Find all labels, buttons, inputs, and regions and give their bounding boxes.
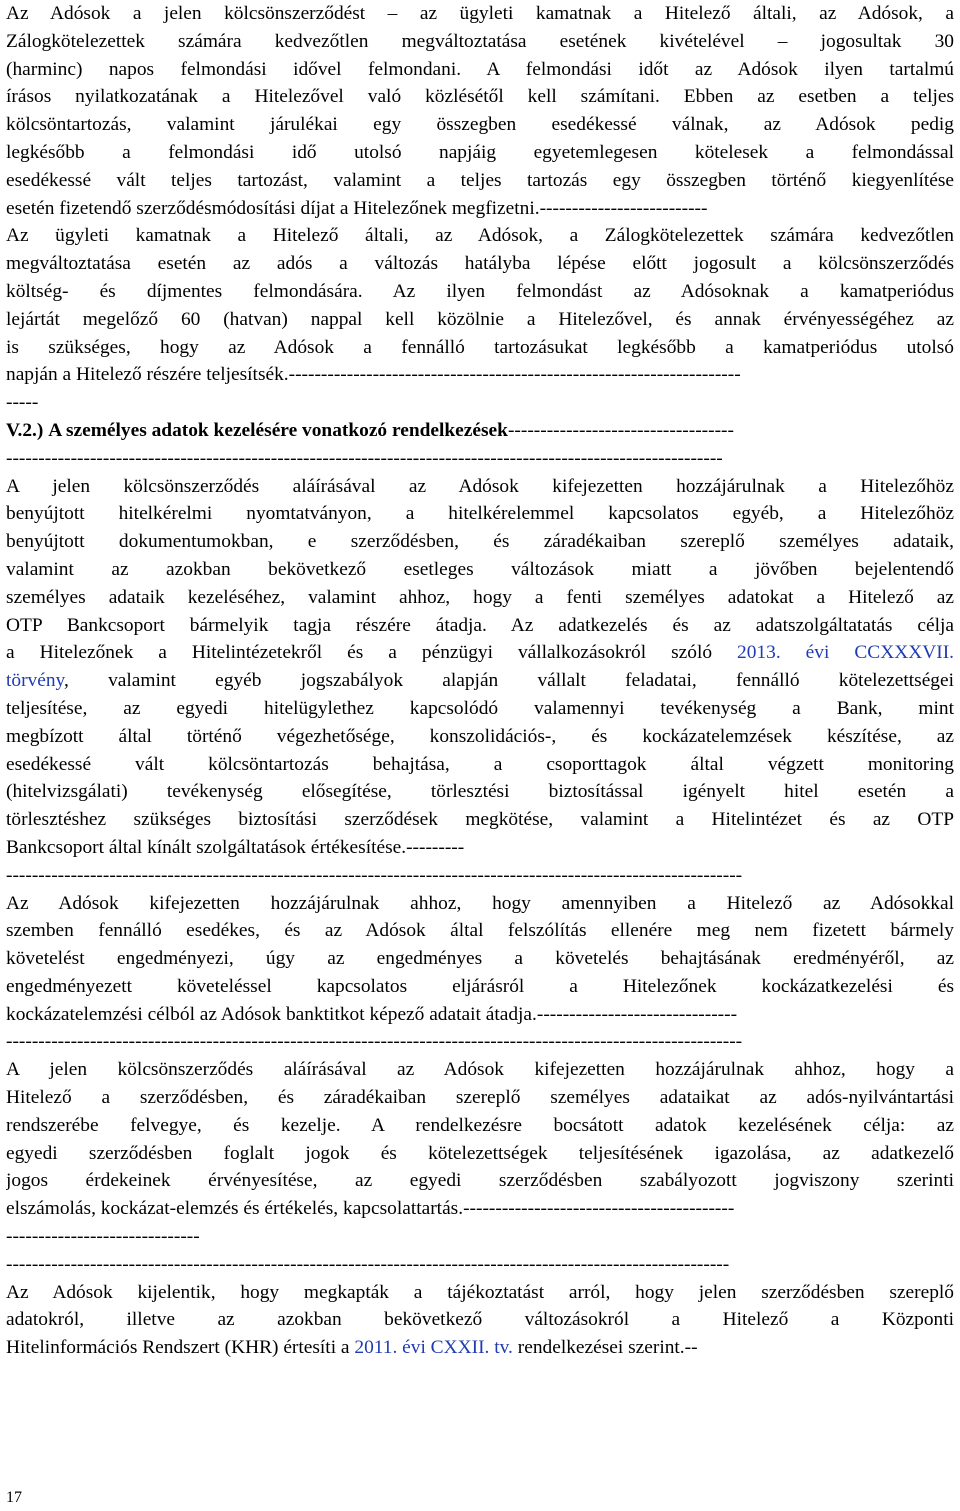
text-line: benyújtott dokumentumokban, e szerződésben, és záradékaiban szereplő személyes adataik, — [6, 531, 954, 553]
text-span: rendelkezései szerint.-- — [512, 1337, 698, 1359]
text-line — [6, 1334, 954, 1362]
text-line: A jelen kölcsönszerződés aláírásával az Adósok kifejezetten hozzájárulnak a Hitelezőhöz — [6, 475, 954, 497]
text-line: esetén fizetendő szerződésmódosítási díjat a Hitelezőnek megfizetni.-------------------------- — [6, 197, 708, 219]
text-line: megbízott által történő végezhetősége, konszolidációs-, és kockázatelemzések készítése, az — [6, 725, 954, 747]
text-line: kockázatelemzési célból az Adósok banktitkot képező adatait átadja.------------------------------- — [6, 1003, 738, 1025]
paragraph-khr — [6, 1279, 954, 1362]
paragraph-consent — [6, 473, 954, 890]
law-link-2013[interactable]: 2013. évi CCXXXVII. — [737, 642, 954, 664]
text-line — [6, 667, 954, 695]
text-line: (hitelvizsgálati) tevékenység elősegítése, törlesztési biztosítással igényelt hitel esetén a — [6, 781, 954, 803]
paragraph-assignment — [6, 890, 954, 1057]
page-number: 17 — [6, 1489, 22, 1506]
text-line — [6, 639, 954, 667]
text-line: elszámolás, kockázat-elemzés és értékelés, kapcsolattartás.------------------------------------------ — [6, 1198, 735, 1220]
text-line: Az Adósok kifejezetten hozzájárulnak ahhoz, hogy amennyiben a Hitelező az Adósokkal — [6, 892, 954, 914]
section-title: A személyes adatok kezelésére vonatkozó rendelkezések — [48, 419, 508, 441]
dash-separator: ------------------------------------------------------------------------------------------------------------------ — [6, 1031, 743, 1053]
text-span: Hitelinformációs Rendszert (KHR) értesíti a — [6, 1337, 355, 1359]
text-line: követelést engedményezi, úgy az engedményes a követelés behajtásának eredményéről, az — [6, 948, 954, 970]
text-line: napján a Hitelező részére teljesítsék.---------------------------------------------------------------------- — [6, 364, 741, 386]
text-line: egyedi szerződésben foglalt jogok és kötelezettségek teljesítésének igazolása, az adatkezelő — [6, 1142, 954, 1164]
text-line: esedékessé vált kölcsöntartozás behajtása, a csoporttagok által végzett monitoring — [6, 753, 954, 775]
text-line: személyes adataik kezeléséhez, valamint ahhoz, hogy a fenti személyes adatokat a Hitelező az — [6, 586, 954, 608]
text-line: rendszerébe felvegye, és kezelje. A rendelkezésre bocsátott adatok kezelésének célja: az — [6, 1114, 954, 1136]
section-heading — [6, 417, 954, 445]
paragraph-register — [6, 1056, 954, 1278]
text-line: Bankcsoport által kínált szolgáltatások értékesítése.--------- — [6, 836, 465, 858]
law-link-2011[interactable]: 2011. évi CXXII. tv. — [354, 1337, 513, 1359]
text-line: engedményezett követeléssel kapcsolatos eljárásról a Hitelezőnek kockázatkezelési és — [6, 975, 954, 997]
text-line: is szükséges, hogy az Adósok a fennálló tartozásukat legkésőbb a kamatperiódus utolsó — [6, 336, 954, 358]
text-line: esedékessé vált teljes tartozást, valamint a teljes tartozás egy összegben történő kiegyenlítése — [6, 169, 954, 191]
text-line: adatokról, illetve az azokban bekövetkező változásokról a Hitelező a Központi — [6, 1309, 954, 1331]
paragraph-termination — [6, 0, 954, 417]
text-line: (harminc) napos felmondási idővel felmondani. A felmondási időt az Adósok ilyen tartalmú — [6, 58, 954, 80]
text-line: ----- — [6, 392, 39, 414]
document-page — [6, 0, 954, 1362]
text-line: Az Adósok a jelen kölcsönszerződést – az ügyleti kamatnak a Hitelező általi, az Adósok, a — [6, 3, 954, 24]
text-line: írásos nyilatkozatának a Hitelezővel való közlésétől kell számítani. Ebben az esetben a teljes — [6, 86, 954, 108]
text-line: valamint az azokban bekövetkező esetleges változások miatt a jövőben bejelentendő — [6, 558, 954, 580]
dash-separator: ---------------------------------------------------------------------------------------------------------------- — [6, 1253, 730, 1275]
heading-dashes: ----------------------------------- — [507, 419, 734, 441]
dash-separator: --------------------------------------------------------------------------------------------------------------- — [6, 447, 723, 469]
text-line: kölcsöntartozás, valamint járulékai egy összegben esedékessé válnak, az Adósok pedig — [6, 114, 954, 136]
text-line: szemben fennálló esedékes, és az Adósok által felszólítás ellenére meg nem fizetett bármely — [6, 920, 954, 942]
dash-separator: ------------------------------------------------------------------------------------------------------------------ — [6, 864, 743, 886]
text-span: , valamint egyéb jogszabályok alapján vállalt feladatai, fennálló kötelezettségei — [63, 670, 954, 692]
text-line: teljesítése, az egyedi hitelügylethez kapcsolódó valamennyi tevékenység a Bank, mint — [6, 697, 954, 719]
text-line: Az Adósok kijelentik, hogy megkapták a tájékoztatást arról, hogy jelen szerződésben szereplő — [6, 1281, 954, 1303]
text-line: legkésőbb a felmondási idő utolsó napjáig egyetemlegesen kötelesek a felmondással — [6, 141, 954, 163]
text-span: a Hitelezőnek a Hitelintézetekről és a pénzügyi vállalkozásokról szóló — [6, 642, 738, 664]
law-link-2013-cont[interactable]: törvény — [6, 670, 64, 692]
text-line: megváltoztatása esetén az adós a változás hatályba lépése előtt jogosult a kölcsönszerződés — [6, 253, 954, 275]
text-line: Zálogkötelezettek számára kedvezőtlen megváltoztatása esetének kivételével – jogosultak 30 — [6, 30, 954, 52]
text-line: benyújtott hitelkérelmi nyomtatványon, a hitelkérelemmel kapcsolatos egyéb, a Hitelezőhöz — [6, 503, 954, 525]
text-line: ------------------------------ — [6, 1226, 200, 1248]
text-line: Hitelező a szerződésben, és záradékaiban szereplő személyes adataikat az adós-nyilvántartási — [6, 1087, 954, 1109]
text-line: jogos érdekeinek érvényesítése, az egyedi szerződésben szabályozott jogviszony szerinti — [6, 1170, 954, 1192]
text-line: A jelen kölcsönszerződés aláírásával az Adósok kifejezetten hozzájárulnak ahhoz, hogy a — [6, 1059, 954, 1081]
text-line: törlesztéshez szükséges biztosítási szerződések megkötése, valamint a Hitelintézet és az OTP — [6, 809, 954, 831]
text-line: OTP Bankcsoport bármelyik tagja részére átadja. Az adatkezelés és az adatszolgáltatatás célja — [6, 614, 954, 636]
text-line: Az ügyleti kamatnak a Hitelező általi, az Adósok, a Zálogkötelezettek számára kedvezőtlen — [6, 225, 954, 247]
text-line: költség- és díjmentes felmondására. Az ilyen felmondást az Adósoknak a kamatperiódus — [6, 280, 954, 302]
section-number: V.2.) — [6, 419, 44, 441]
text-line: lejártát megelőző 60 (hatvan) nappal kell közölnie a Hitelezővel, és annak érvényességéhez az — [6, 308, 954, 330]
